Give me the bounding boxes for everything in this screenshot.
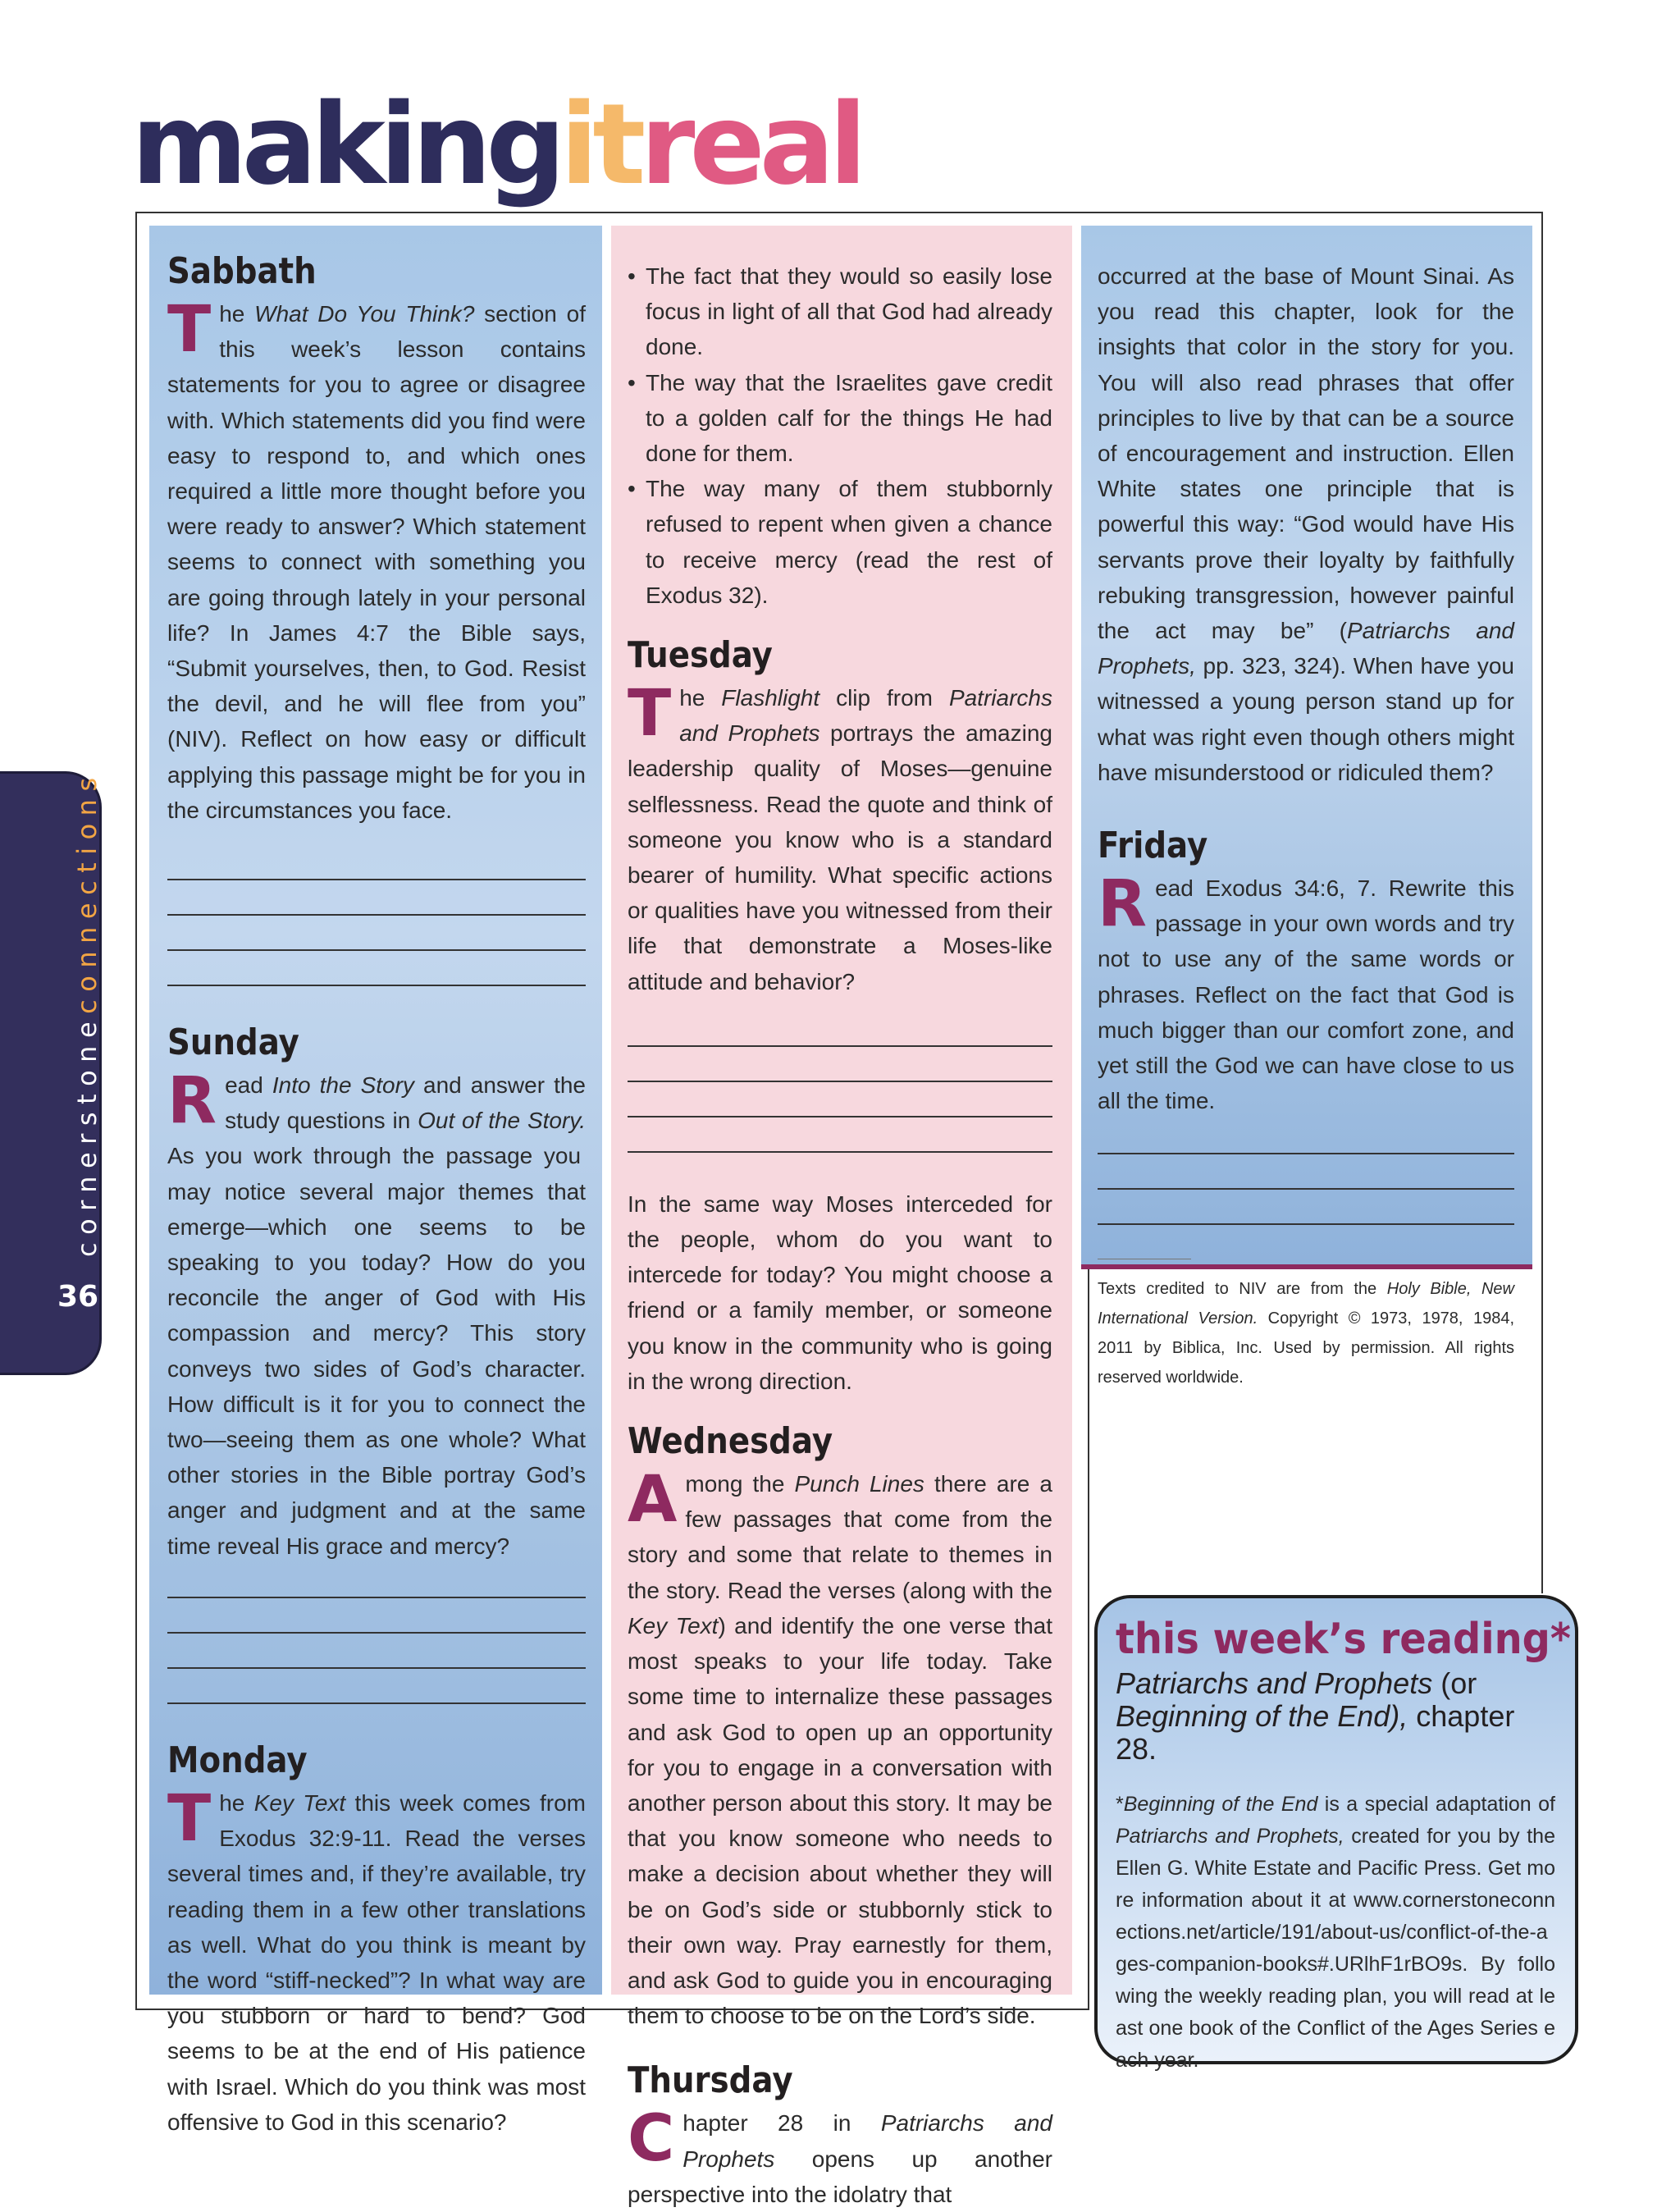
text-italic: Patriarchs and Prophets [682, 2110, 1052, 2172]
masthead [131, 75, 861, 215]
tuesday-drop-cap: T [628, 677, 672, 752]
bullet-item: • The way many of them stubbornly refused to repent when given a chance to receive mercy (read the rest of Exodus 32). [628, 471, 1052, 613]
sunday-drop-cap: R [167, 1064, 217, 1139]
answer-line[interactable] [1098, 1188, 1514, 1190]
tuesday-answer-lines[interactable] [628, 1045, 1052, 1153]
masthead-real: real [640, 80, 862, 210]
weekly-reading-note [1116, 1789, 1555, 2077]
answer-line[interactable] [167, 879, 586, 880]
text-italic: Key Text [253, 1789, 346, 1816]
sunday-answer-lines[interactable] [167, 1597, 586, 1704]
text-run: As you work through the passage you may notice several major themes that emerge—which one seems to be speaking to you today? How do you reconcile the anger of God with His compassion and mercy? This story conveys two sides of God’s character. How difficult is it for you to connect the two—seeing them as one whole? What other stories in the Bible portray God’s anger and judgment and at the same time reveal His grace and mercy? [167, 1143, 586, 1559]
wednesday-text [628, 1463, 1052, 2033]
sabbath-answer-lines[interactable] [167, 879, 586, 986]
sabbath-drop-cap: T [167, 293, 212, 367]
answer-line[interactable] [628, 1045, 1052, 1047]
text-run: ead Exodus 34:6, 7. Rewrite this passage in your own words and try not to use any of the same words or phrases. Reflect on the fact that God is much bigger than our comfort zone, and yet still the God we can have close to us all the time. [1098, 875, 1514, 1114]
wednesday-heading: Wednesday [628, 1420, 833, 1463]
friday-text [1098, 867, 1514, 1118]
answer-line[interactable] [1098, 1223, 1514, 1225]
text-run: pp. 323, 324). When have you witnessed a young person stand up for what was right even though others might have misunderstood or ridiculed them? [1098, 653, 1514, 785]
text-italic: Patriarchs and Prophets, [1098, 618, 1514, 679]
answer-line[interactable] [1098, 1153, 1514, 1154]
text-run: section of this week’s lesson contains statements for you to agree or disagree with. Which statements did you find were easy to respond to, and which ones required a little more thought before you were ready to answer? Which statement seems to connect with something you are going through lately in your personal life? In James 4:7 the Bible says, “Submit yourselves, then, to God. Resist the devil, and he will flee from you” (NIV). Reflect on how easy or difficult applying this passage might be for you in the circumstances you face. [167, 301, 586, 823]
answer-line[interactable] [167, 1667, 586, 1669]
text-italic: Patriarchs and Prophets [679, 685, 1052, 747]
text-italic: Out of the Story. [418, 1108, 587, 1134]
answer-line[interactable] [167, 949, 586, 951]
text-italic: Punch Lines [794, 1471, 924, 1497]
monday-heading: Monday [167, 1739, 308, 1781]
column-middle [611, 226, 1072, 2207]
friday-drop-cap: R [1098, 867, 1148, 942]
bullet-item: • The way that the Israelites gave credit to a golden calf for the things He had done for them. [628, 365, 1052, 472]
text-run: ) and identify the one verse that most speaks to your life today. Take some time to internalize these passages and ask God to open up an opportunity for you to engage in a conversation with another person about this story. It may be that you know someone who needs to make a decision about whether they will be on God’s side or stubbornly stick to their own way. Pray earnestly for them, and ask God to guide you in encouraging them to choose to be on the Lord’s side. [628, 1612, 1052, 2029]
text-italic: What Do You Think? [254, 301, 475, 327]
answer-line[interactable] [167, 1632, 586, 1634]
text-run: clip from [819, 685, 949, 711]
text-run: portrays the amazing leadership quality of Moses—genuine selflessness. Read the quote and think of someone you know who is a standard bearer of humility. What specific actions or qualities have you witnessed from their life that demonstrate a Moses-like attitude and behavior? [628, 720, 1052, 994]
answer-line[interactable] [628, 1151, 1052, 1153]
monday-drop-cap: T [167, 1781, 212, 1856]
text-run: he [679, 685, 722, 711]
text-italic: Patriarchs and Prophets, [1116, 1825, 1344, 1848]
weekly-reading-box [1094, 1595, 1578, 2072]
masthead-making: making [131, 80, 560, 210]
thursday-text-continued [1098, 258, 1514, 790]
text-run: occurred at the base of Mount Sinai. As you read this chapter, look for the insights that color in the story for you. You will also read phrases that offer principles to live by that can be a source of encouragement and instruction. Ellen White states one principle that is powerful this way: “God would have His servants prove their loyalty by faithfully rebuking transgression, however painful the act may be” ( [1098, 263, 1514, 644]
text-italic: Beginning of the End [1123, 1793, 1318, 1816]
text-italic: Flashlight [721, 685, 820, 711]
wednesday-drop-cap: A [628, 1463, 678, 1538]
text-run: Texts credited to NIV are from the [1098, 1280, 1387, 1299]
sunday-text [167, 1064, 587, 1564]
sunday-heading: Sunday [167, 1021, 299, 1064]
monday-text [167, 1781, 586, 2140]
text-run: this week comes from Exodus 32:9-11. Read the verses several times and, if they’re available, try reading them in a few other translations as well. What do you think is meant by the word “stiff-necked”? In what way are you stubborn or hard to bend? God seems to be at the end of His patience with Israel. Which do you think was most offensive to God in this scenario? [167, 1789, 586, 2135]
thursday-text [628, 2102, 1052, 2212]
sabbath-heading: Sabbath [167, 250, 317, 292]
answer-line[interactable] [167, 985, 586, 986]
column-left [149, 226, 602, 2135]
niv-credits [1098, 1274, 1514, 1392]
weekly-reading-assignment [1116, 1667, 1555, 1766]
friday-answer-lines[interactable] [1098, 1153, 1514, 1225]
page-number: 36 [57, 1280, 99, 1314]
text-run: (or [1432, 1666, 1477, 1700]
tuesday-heading: Tuesday [628, 634, 773, 677]
text-run: there are a few passages that come from the story and some that relate to themes in the story. Read the verses (along with the [628, 1471, 1052, 1603]
side-tab-label [71, 770, 103, 1257]
answer-line[interactable] [167, 1702, 586, 1704]
text-italic: Key Text [628, 1612, 719, 1638]
text-run: mong the [685, 1471, 795, 1497]
text-run: ead [225, 1072, 272, 1099]
text-run: he [219, 301, 255, 327]
text-run: and answer the study questions in [225, 1072, 586, 1134]
friday-heading: Friday [1098, 825, 1208, 867]
side-tab-connections: connections [71, 770, 103, 1014]
column-right [1081, 226, 1532, 1387]
tuesday-text [628, 677, 1052, 999]
sabbath-text [167, 293, 586, 828]
text-run: he [219, 1789, 254, 1816]
text-italic: Patriarchs and Prophets [1116, 1666, 1433, 1700]
text-run: Copyright © 1973, 1978, 1984, 2011 by Biblica, Inc. Used by permission. All rights reserved worldwide. [1098, 1309, 1515, 1387]
text-run: * [1116, 1793, 1124, 1816]
text-italic: Beginning of the End), [1116, 1699, 1408, 1733]
text-run: opens up another perspective into the idolatry that [628, 2146, 1052, 2207]
text-italic: Holy Bible, New International Version. [1098, 1280, 1514, 1328]
text-run: chapter 28. [1116, 1699, 1515, 1766]
tuesday-text-2: In the same way Moses interceded for the people, whom do you want to intercede for today? You might choose a friend or a family member, or someone you know in the community who is going in the wrong direction. [628, 1191, 1052, 1394]
answer-line[interactable] [628, 1116, 1052, 1117]
weekly-reading-title: this week’s reading* [1116, 1615, 1571, 1664]
monday-bullets [628, 258, 1052, 613]
thursday-heading: Thursday [628, 2059, 793, 2102]
thursday-drop-cap: C [628, 2102, 675, 2177]
masthead-it: it [559, 80, 641, 210]
bullet-item: • The fact that they would so easily lose focus in light of all that God had already done. [628, 258, 1052, 365]
side-tab-cornerstone: cornerstone [71, 1013, 103, 1257]
text-run: is a special adaptation of [1317, 1793, 1555, 1816]
text-run: created for you by the Ellen G. White Estate and Pacific Press. Get more information about it at www.cornerstoneconnections.net/article/191/about-us/conflict-of-the-ages-companion-books#.URlhF1rBO9s. By following the weekly reading plan, you will read at least one book of the Conflict of the Ages Series each year. [1116, 1825, 1555, 2072]
answer-line[interactable] [167, 1597, 586, 1598]
answer-line[interactable] [167, 914, 586, 916]
answer-line[interactable] [628, 1081, 1052, 1082]
text-run: hapter 28 in [682, 2110, 881, 2137]
content-frame-right [1541, 1186, 1543, 1593]
text-italic: Into the Story [272, 1072, 414, 1099]
